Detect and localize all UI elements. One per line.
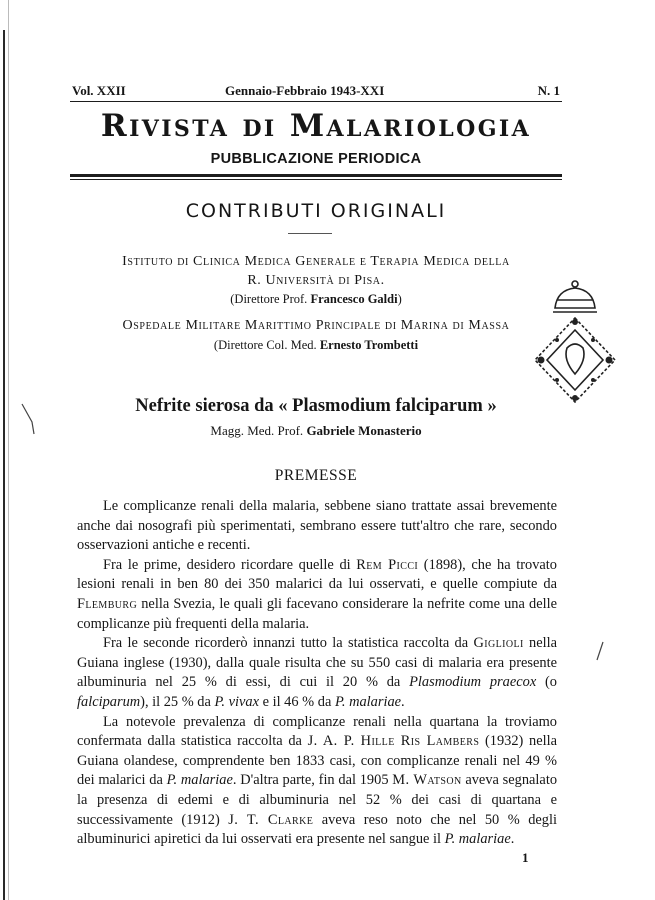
species-name: P. malariae [444, 831, 511, 848]
species-name: P. vivax [214, 693, 259, 710]
cited-author: J. T. Clarke [228, 811, 314, 828]
cited-author: J. A. P. Hille Ris Lambers [307, 733, 480, 750]
margin-pencil-mark-icon [594, 640, 606, 664]
species-name: falciparum [77, 693, 141, 710]
cited-author: Rem Picci [356, 556, 419, 573]
issue-number: N. 1 [537, 83, 560, 98]
institution-2-director [70, 338, 562, 353]
institution-1-line-1: Istituto di Clinica Medica Generale e Terapia Medica della [122, 254, 510, 269]
journal-title: Rivista di Malariologia [100, 108, 532, 144]
header-rule [70, 101, 562, 102]
article-title: Nefrite sierosa da « Plasmodium falciparum » [135, 396, 497, 416]
institution-1-line-2: R. Università di Pisa. [247, 273, 385, 288]
article-author [70, 423, 562, 439]
title-rule-thick [70, 174, 562, 177]
institution-2-line-1: Ospedale Militare Marittimo Principale di Marina di Massa [122, 318, 510, 333]
library-stamp-icon [527, 278, 623, 418]
author-prefix: Magg. Med. Prof. [210, 423, 304, 438]
cited-author: M. Watson [392, 772, 462, 789]
title-rule-thin [70, 179, 562, 180]
director-prefix: (Direttore Col. Med. [213, 338, 317, 352]
article-body [77, 497, 557, 850]
species-name: P. malariae [334, 693, 402, 710]
section-heading: CONTRIBUTI ORIGINALI [185, 200, 447, 222]
director-name: Francesco Galdi [310, 292, 398, 306]
issue-date: Gennaio-Febbraio 1943-XXI [225, 83, 385, 98]
issue-header [72, 83, 560, 99]
director-prefix: (Direttore Prof. [230, 292, 308, 306]
institution-1-director [70, 292, 562, 307]
page-number: 1 [522, 850, 529, 865]
cited-author: Flemburg [77, 595, 138, 612]
journal-subtitle: PUBBLICAZIONE PERIODICA [210, 151, 422, 167]
species-name: P. malariae [166, 772, 233, 789]
director-suffix: ) [397, 292, 402, 306]
margin-pencil-mark-icon [20, 400, 40, 440]
species-name: Plasmodium praecox [409, 674, 537, 691]
author-name: Gabriele Monasterio [306, 423, 422, 438]
page-edge-shadow [3, 30, 5, 900]
paragraph: Fra le seconde ricorderò innanzi tutto la statistica raccolta da Giglioli nella Guiana inglese (1930), dalla quale risulta che su 550 casi di malaria era presente albuminuria nel 25 % di essi, di cui il 20 % da Plasmodium praecox (o falciparum), il 25 % da P. vivax e il 46 % da P. malariae. [77, 635, 557, 710]
section-divider [288, 233, 332, 234]
subheading: PREMESSE [274, 467, 358, 484]
paragraph: Le complicanze renali della malaria, sebbene siano trattate assai brevemente anche dai nosografi più sperimentati, sembrano essere tutt'altro che rare, secondo osservazioni antiche e recenti. [77, 498, 557, 554]
page-edge-line [8, 0, 9, 900]
paragraph: Fra le prime, desidero ricordare quelle di Rem Picci (1898), che ha trovato lesioni renali in ben 80 dei 350 malarici da lui osservati, e quelle compiute da Flemburg nella Svezia, le quali gli facevano considerare la nefrite come una delle complicanze più frequenti della malaria. [77, 556, 557, 632]
volume-label: Vol. XXII [72, 83, 126, 98]
paragraph: La notevole prevalenza di complicanze renali nella quartana la troviamo confermata dalla statistica raccolta da J. A. P. Hille Ris Lambers (1932) nella Guiana olandese, comprendente ben 1833 casi, con complicanze renali nel 49 % dei malarici da P. malariae. D'altra parte, fin dal 1905 M. Watson aveva segnalato la presenza di edemi e di albuminuria nel 52 % dei casi di quartana e successivamente (1912) J. T. Clarke aveva reso noto che nel 50 % degli albuminurici apiretici da lui osservati era presente nel sangue il P. malariae. [77, 713, 558, 848]
director-name: Ernesto Trombetti [319, 338, 419, 352]
cited-author: Giglioli [473, 635, 524, 652]
